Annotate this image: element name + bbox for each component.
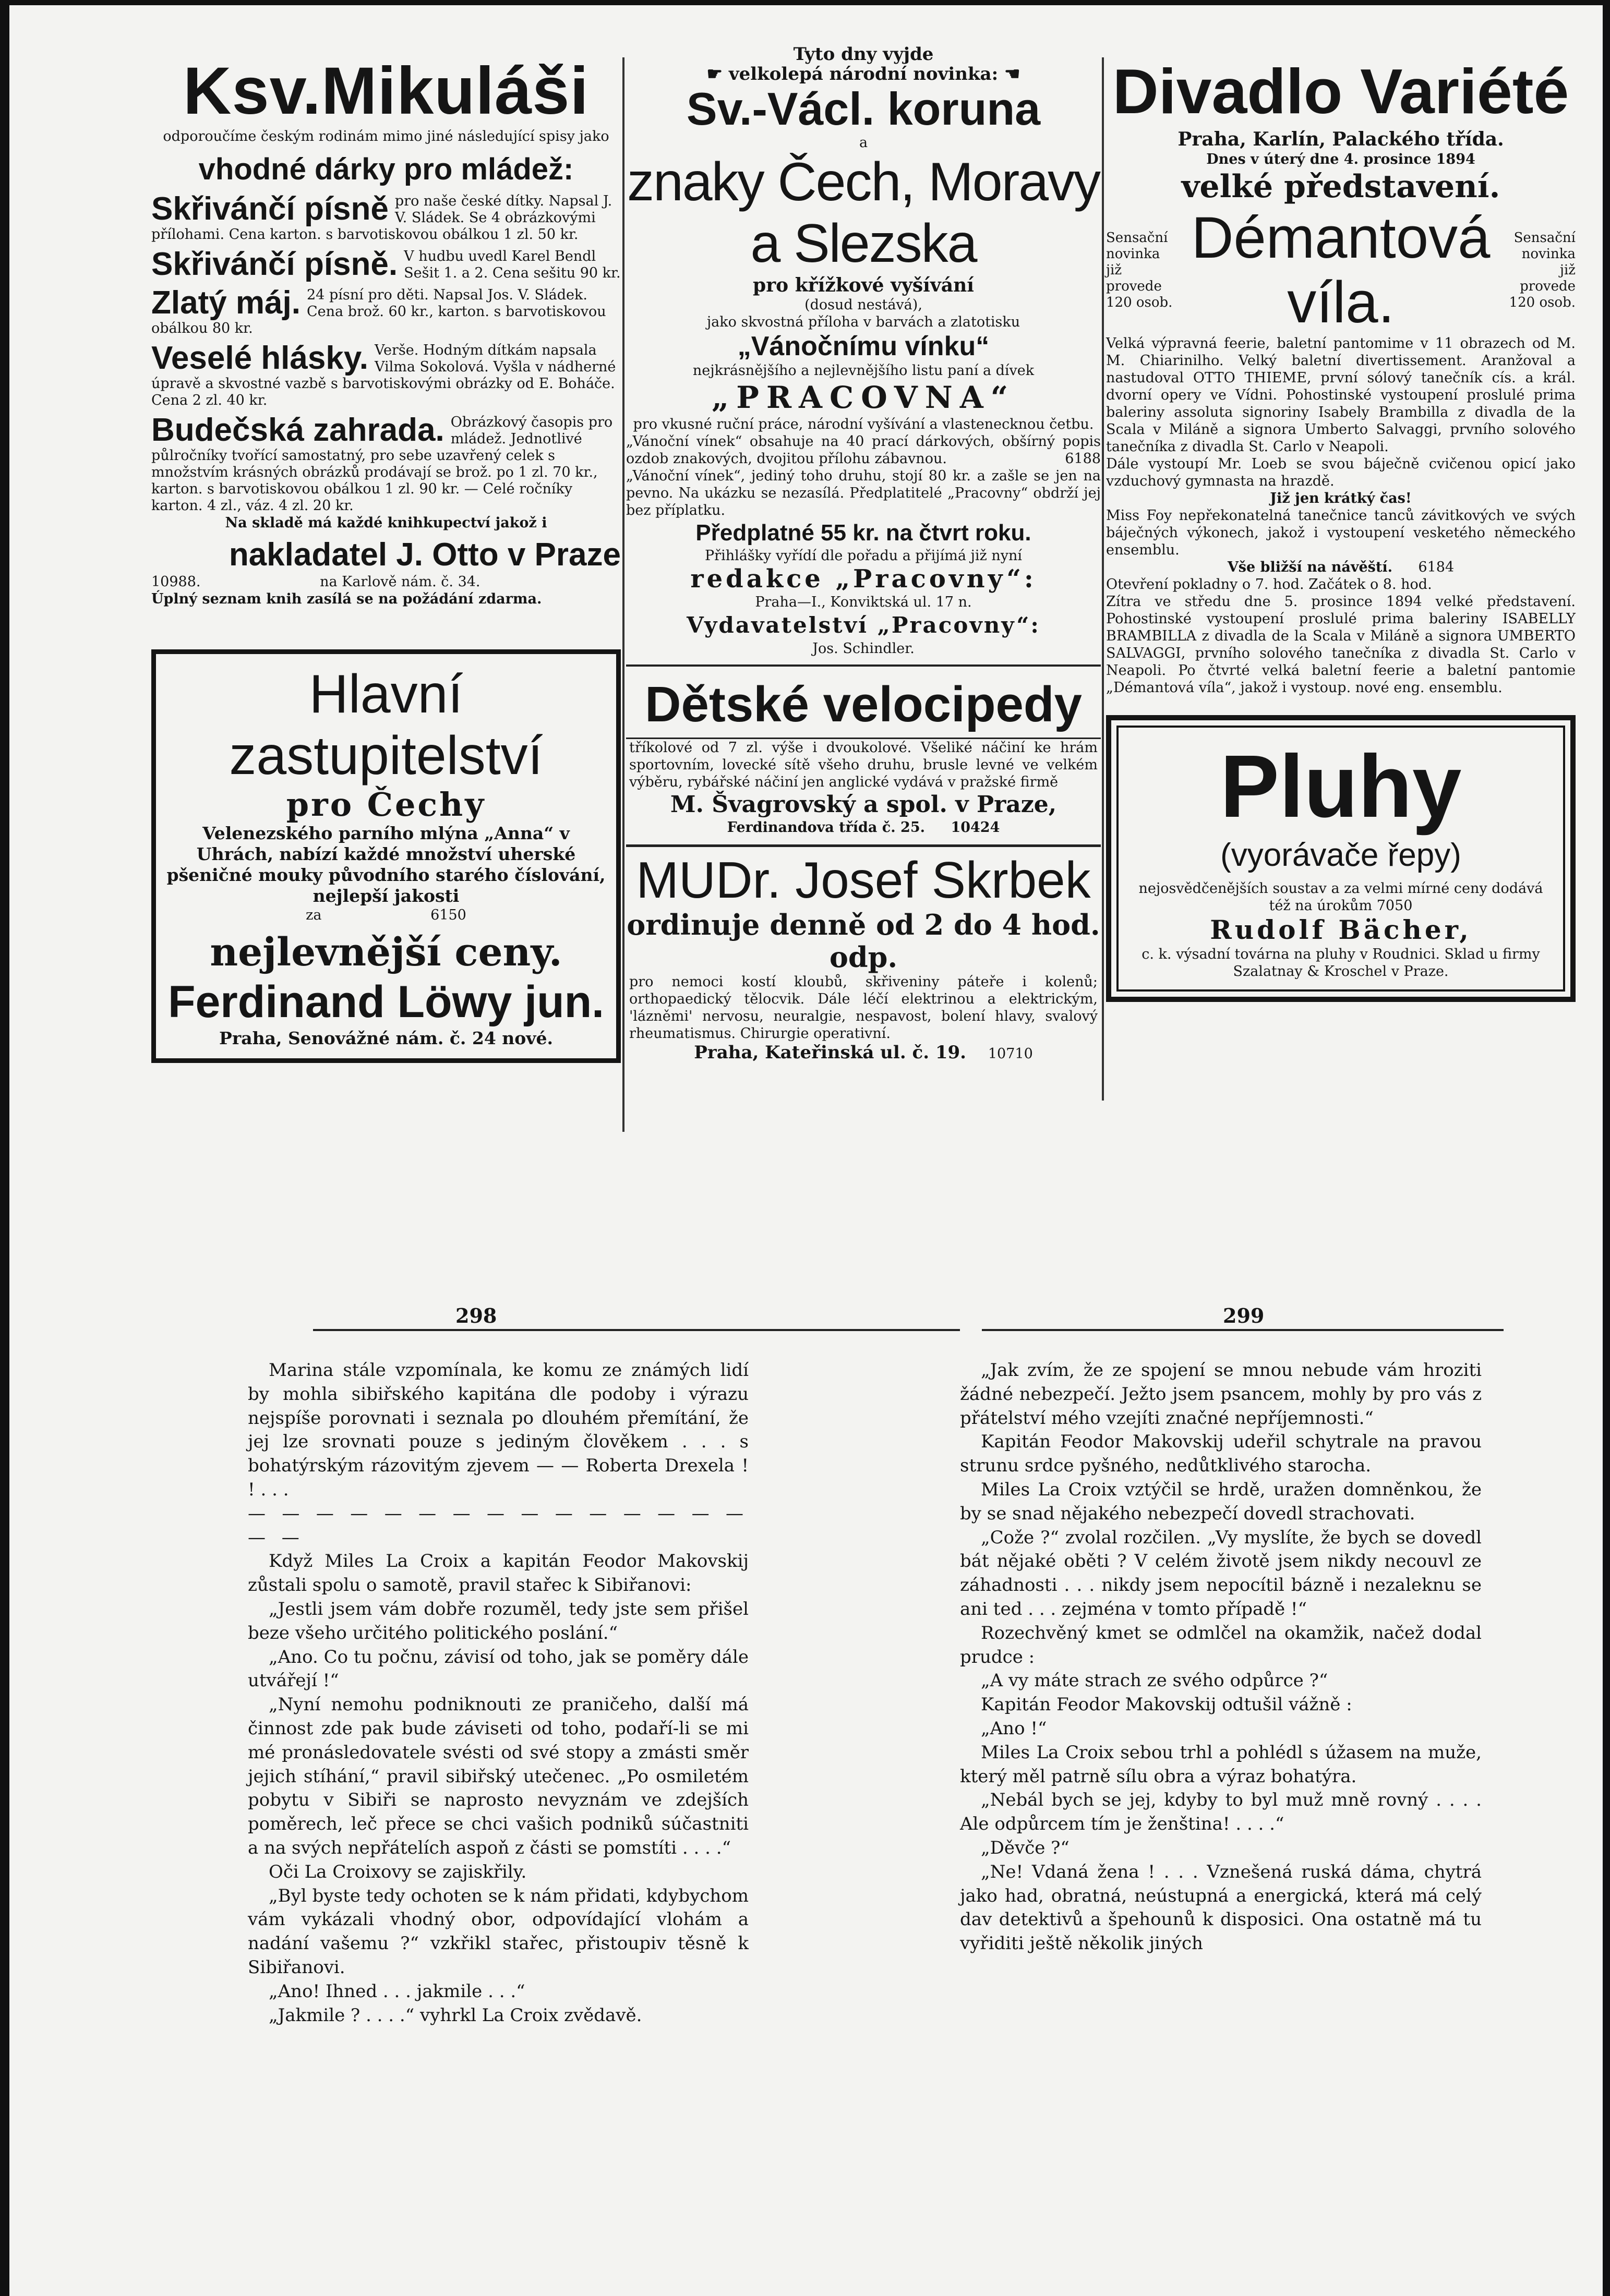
- book-desc: Verše. Hodným dítkám napsala Vilma Sokolová. Vyšla v nádherné úpravě a skvostné vazbě s barvotiskovými obrázky od E. Boháče. Cena 2 zl. 40 kr.: [151, 342, 616, 408]
- ad-koruna-subscription: Předplatné 55 kr. na čtvrt roku.: [695, 520, 1031, 546]
- ad-lowy-firm: Ferdinand Löwy jun.: [167, 977, 605, 1027]
- book-title: Skřivánčí písně.: [151, 246, 398, 282]
- column-rule: [622, 57, 624, 1132]
- ad-koruna-publisher: Vydavatelství „Pracovny“:: [687, 612, 1040, 638]
- ad-pluhy-body-line: [1133, 880, 1548, 914]
- ad-skrbek-body: pro nemoci kostí kloubů, skřiveniny páteře i kolenů; orthopaedický tělocvik. Dále léčí elektrinou a elektrickým, 'lázněmi' nervosu, neuralgie, nespavost, bolení hlavy, svalový rheumatismus. Chirurgie operativní.: [629, 974, 1098, 1042]
- book-desc: V hudbu uvedl Karel Bendl Sešit 1. a 2. Cena sešitu 90 kr.: [404, 248, 621, 281]
- ad-variete-body-1: Velká výpravná feerie, baletní pantomime v 11 obrazech od M. M. Chiarinilho. Velký baletní divertissement. Aranžoval a nastudoval OTTO THIEME, první sólový tanečník cís. a král. dvorní opery ve Vídni. Pohostinské vystoupení proslulé prima baleriny assoluta signoriny Isabely Brambilla z divadla de la Scala v Miláně a signora Umberto Salvaggi, prvního solového tanečníka z divadla St. Carlo v Neapoli.: [1106, 335, 1576, 455]
- ad-pluhy-subtitle: (vyorávače řepy): [1220, 837, 1461, 873]
- ad-koruna-note: (dosud nestává),: [804, 297, 922, 313]
- paragraph: „Ano !“: [981, 1718, 1047, 1739]
- ad-lowy-za: za: [306, 907, 322, 923]
- paragraph: „Ano. Co tu počnu, závisí od toho, jak se poměry dále utvářejí !“: [248, 1646, 749, 1691]
- paragraph: „A vy máte strach ze svého odpůrce ?“: [981, 1670, 1328, 1691]
- paragraph: Miles La Croix vztýčil se hrdě, uražen domněnkou, že by se snad nějakého nebezpečí dovedl strachovati.: [960, 1479, 1482, 1524]
- ad-number: 6150: [430, 907, 466, 923]
- ad-velocipedy-title: Dětské velocipedy: [626, 664, 1101, 739]
- separator-dashes: — — — — — — — — — — — — — — — — —: [248, 1503, 749, 1548]
- ad-koruna-editorial: redakce „Pracovny“:: [690, 564, 1037, 594]
- book-item: [151, 248, 621, 282]
- pointing-hand-icon: ☛: [706, 64, 723, 84]
- paragraph: „Ano! Ihned . . . jakmile . . .“: [269, 1980, 525, 2002]
- ad-lowy-body: Velenezského parního mlýna „Anna“ v Uhrách, nabízí každé množství uherské pšeničné mouky původního starého číslování, nejlepší jakosti: [166, 823, 606, 906]
- paragraph: „Byl byste tedy ochoten se k nám přidati, kdybychom vám vykázali vhodný obor, odpovídající vlohám a nadání vašemu ?“ vzkřikl stařec, přistoupiv těsně k Sibiřanovi.: [248, 1885, 749, 1978]
- ad-skrbek-hours: ordinuje denně od 2 do 4 hod. odp.: [627, 908, 1100, 974]
- ad-variete-side-right: Sensační novinka již provede 120 osob.: [1509, 229, 1576, 310]
- paragraph: Marina stále vzpomínala, ke komu ze známých lidí by mohla sibiřského kapitána dle podoby i výrazu nejspíše porovnati i seznala po dlouhém přemítání, že jej lze srovnati pouze s jediným člověkem . . . s bohatýrským rázovitým zjevem — — Roberta Drexela ! ! . . .: [248, 1360, 749, 1500]
- book-title: Budečská zahrada.: [151, 412, 444, 448]
- page-divider-left: [313, 1329, 960, 1331]
- ad-koruna-desc: pro vkusné ruční práce, národní vyšívání a vlastenecknou četbu.: [633, 416, 1094, 432]
- page-divider-right: [982, 1329, 1504, 1331]
- ad-lowy-subtitle: pro Čechy: [286, 786, 486, 824]
- ad-variete-times: Otevření pokladny o 7. hod. Začátek o 8. hod.: [1106, 576, 1432, 593]
- book-desc: pro naše české dítky. Napsal J. V. Sládek. Se 4 obrázkovými přílohami. Cena karton. s barvotiskovou obálkou 1 zl. 50 kr.: [151, 193, 612, 243]
- column-left: [151, 44, 621, 1063]
- ad-mikulas-title: Ksv.Mikuláši: [183, 54, 589, 128]
- paragraph: „Jakmile ? . . . .“ vyhrkl La Croix zvědavě.: [269, 2004, 642, 2026]
- ad-skrbek-address: Praha, Kateřinská ul. č. 19.: [694, 1042, 967, 1063]
- novel-page-left: [248, 1359, 749, 2027]
- ad-variete-body-5-line: [1106, 559, 1576, 576]
- ad-koruna-orders: Přihlášky vyřídí dle pořadu a přijímá již nyní: [705, 548, 1022, 564]
- ad-koruna-banner-2: [626, 64, 1101, 84]
- ad-koruna-title: Sv.-Václ. koruna: [686, 83, 1041, 135]
- paragraph: „Cože ?“ zvolal rozčilen. „Vy myslíte, že bych se dovedl bát nějaké oběti ? V celém životě jsem nikdy necouvl ze záhadnosti . . . nikdy jsem nepocítil bázně i nezaleknu se ani ted . . . zejména v tomto případě !“: [960, 1527, 1482, 1620]
- page-number-left: 298: [455, 1304, 497, 1327]
- ad-variete-body-5: Vše bližší na návěští.: [1227, 559, 1393, 575]
- ad-mikulas-intro: odporoučíme českým rodinám mimo jiné následující spisy jako: [163, 128, 609, 144]
- ad-koruna-magazine-desc: nejkrásnějšího a nejlevnějšího listu paní a dívek: [692, 362, 1035, 379]
- ad-variete-show-row: [1106, 206, 1576, 335]
- ad-pluhy-firm: Rudolf Bächer,: [1210, 914, 1472, 945]
- pointing-hand-icon: ☚: [1004, 64, 1020, 84]
- ad-variete-show: Démantová víla.: [1191, 205, 1491, 335]
- paragraph: Kapitán Feodor Makovskij odtušil vážně :: [981, 1694, 1352, 1715]
- ad-skrbek-title: MUDr. Josef Skrbek: [626, 844, 1101, 909]
- ad-variete-body-2: Dále vystoupí Mr. Loeb se svou báječně cvičenou opicí jako vzduchový gymnasta na hrazdě.: [1106, 456, 1576, 489]
- book-item: [151, 287, 621, 337]
- ad-koruna-pracovna: „PRACOVNA“: [711, 380, 1016, 415]
- ad-variete-body-4: Miss Foy nepřekonatelná tanečnice tanců závitkových ve svých báječných výkonech, jakož i vystoupení vesketého německého ensemblu.: [1106, 507, 1576, 558]
- ad-pluhy-body-2: c. k. výsadní továrna na pluhy v Roudnici. Sklad u firmy Szalatnay & Kroschel v Praze.: [1142, 946, 1540, 980]
- ad-variete-headline: velké představení.: [1181, 168, 1500, 205]
- paragraph: „Děvče ?“: [981, 1837, 1070, 1858]
- ad-koruna-editorial-address: Praha—I., Konviktská ul. 17 n.: [755, 594, 972, 610]
- ad-pluhy-box: [1106, 715, 1576, 1002]
- ad-number: 10424: [951, 819, 1000, 836]
- book-title: Skřivánčí písně: [151, 191, 389, 227]
- ad-velocipedy-body: tříkolové od 7 zl. výše i dvoukolové. Všeliké náčiní ke hrám sportovním, lovecké sítě všeho druhu, brusle levné ve velkém výběru, rybářské náčiní jen anglické vydává v pražské firmě: [629, 740, 1098, 790]
- book-title: Veselé hlásky.: [151, 340, 368, 376]
- paragraph: „Nyní nemohu podniknouti ze praničeho, další má činnost zde pak bude záviseti od toho, podaří-li se mi mé pronásledovatele svésti od své stopy a zmásti směr jejich stíhání,“ pravil sibiřský utečenec. „Po osmiletém pobytu v Sibiři se naprosto nevyznám ve zdejších poměrech, leč přece se chci vašich podniků súčastniti a na svých nepřátelích aspoň z části se pomstíti . . . .“: [248, 1694, 749, 1858]
- book-item: [151, 342, 621, 409]
- ad-lowy-address: Praha, Senovážné nám. č. 24 nové.: [219, 1028, 553, 1048]
- ad-number: 6188: [1065, 451, 1101, 467]
- ad-koruna-for: pro křížkové vyšívání: [753, 274, 974, 296]
- paragraph: Kapitán Feodor Makovskij udeřil schytrale na pravou strunu srdce pyšného, nedůtklivého starocha.: [960, 1431, 1482, 1477]
- ad-mikulas-address: na Karlově nám. č. 34.: [320, 574, 480, 590]
- ad-mikulas-headline: vhodné dárky pro mládež:: [198, 152, 574, 186]
- paragraph: „Ne! Vdaná žena ! . . . Vznešená ruská dáma, chytrá jako had, obratná, neústupná a energická, která má celý dav detektivů a špehounů k disposici. Ona ostatně má tu vyřiditi ještě několik jiných: [960, 1861, 1482, 1954]
- ad-koruna-title-2: znaky Čech, Moravy a Slezska: [627, 152, 1100, 274]
- scan-border-right: [1603, 0, 1610, 2296]
- ad-koruna-desc-2: [626, 433, 1101, 467]
- ad-koruna-person: Jos. Schindler.: [812, 641, 915, 657]
- paragraph: „Nebál bych se jej, kdyby to byl muž mně rovný . . . . Ale odpůrcem tím je ženština! . . . .“: [960, 1790, 1482, 1835]
- ad-velocipedy-address: Ferdinandova třída č. 25.: [727, 819, 926, 836]
- ad-mikulas-address-line: [151, 573, 621, 590]
- ad-koruna-a: a: [859, 135, 868, 151]
- ad-pluhy-body: nejosvědčenějších soustav a za velmi mírné ceny dodává též na úrokům: [1138, 880, 1543, 914]
- ad-velocipedy-firm: M. Švagrovský a spol. v Praze,: [670, 791, 1057, 818]
- book-item: [151, 193, 621, 243]
- ad-number: 6184: [1418, 559, 1455, 575]
- ad-number: 7050: [1376, 898, 1413, 914]
- book-desc: Obrázkový časopis pro mládež. Jednotlivé půlročníky tvořící samostatný, pro sebe uzavřený celek s množstvím krásných obrázků prodávají se brož. po 1 zl. 70 kr., karton. s barvotiskovou obálkou 1 zl. 90 kr. — Celé ročníky karton. 4 zl., váz. 4 zl. 20 kr.: [151, 414, 613, 514]
- ad-koruna-banner-text: velkolepá národní novinka:: [728, 64, 999, 84]
- book-item: [151, 414, 621, 514]
- ad-lowy-title: Hlavní zastupitelství: [229, 664, 543, 786]
- column-right: [1106, 44, 1576, 1002]
- ad-number: 10988.: [151, 574, 201, 590]
- ad-variete-body-6: Zítra ve středu dne 5. prosince 1894 velké představení. Pohostinské vystoupení proslulé prima baleriny ISABELLY BRAMBILLA z divadla de la Scala v Miláně a signora UMBERTO SALVAGGI, prvního solového tanečníka z divadla St. Carlo v Neapoli. Po čtvrté velká baletní feerie a baletní pantomie „Démantová víla“, jakož i vystoup. nové eng. ensemblu.: [1106, 594, 1576, 696]
- paragraph: Oči La Croixovy se zajiskřily.: [269, 1861, 527, 1882]
- scan-border-top: [0, 0, 1610, 5]
- ad-variete-date: Dnes v úterý dne 4. prosince 1894: [1206, 151, 1475, 167]
- ad-koruna-desc-3: „Vánoční vínek“, jediný toho druhu, stojí 80 kr. a zašle se jen na pevno. Na ukázku se nezasílá. Předplatitelé „Pracovny“ obdrží jej bez příplatku.: [626, 468, 1101, 518]
- paragraph: „Jak zvím, že ze spojení se mnou nebude vám hroziti žádné nebezpečí. Ježto jsem psancem, mohly by pro vás z přátelství mého vzejíti značné nepříjemnosti.“: [960, 1360, 1482, 1429]
- column-middle: [626, 44, 1101, 1065]
- ad-variete-body-3: Již jen krátký čas!: [1270, 490, 1412, 506]
- ad-pluhy-title: Pluhy: [1220, 737, 1462, 836]
- ad-variete-title: Divadlo Variété: [1112, 56, 1569, 127]
- ad-lowy-za-line: [166, 907, 606, 924]
- book-desc: 24 písní pro děti. Napsal Jos. V. Sládek. Cena brož. 60 kr., karton. s barvotiskovou obálkou 80 kr.: [151, 287, 606, 336]
- novel-page-right: [960, 1359, 1482, 1956]
- paragraph: Když Miles La Croix a kapitán Feodor Makovskij zůstali spolu o samotě, pravil stařec k Sibiřanovi:: [248, 1551, 749, 1596]
- column-rule: [1102, 57, 1104, 1101]
- page-number-right: 299: [1223, 1304, 1265, 1327]
- paragraph: „Jestli jsem vám dobře rozuměl, tedy jste sem přišel beze všeho určitého politického poslání.“: [248, 1598, 749, 1644]
- book-title: Zlatý máj.: [151, 285, 301, 321]
- ad-velocipedy-address-line: [626, 819, 1101, 836]
- ad-lowy-box: [151, 649, 621, 1063]
- ad-mikulas-publisher: nakladatel J. Otto v Praze: [229, 537, 621, 573]
- paragraph: Miles La Croix sebou trhl a pohlédl s úžasem na muže, který měl patrně sílu obra a výraz bohatýra.: [960, 1742, 1482, 1787]
- ad-pluhy-inner: [1119, 728, 1563, 989]
- ad-mikulas-catalog-note: Úplný seznam knih zasílá se na požádání zdarma.: [151, 591, 542, 607]
- ad-variete-side-left: Sensační novinka již provede 120 osob.: [1106, 229, 1173, 310]
- paragraph: Rozechvěný kmet se odmlčel na okamžik, načež dodal prudce :: [960, 1622, 1482, 1667]
- ad-koruna-desc-2-text: „Vánoční vínek“ obsahuje na 40 prací dárkových, obšírný popis ozdob znakových, dvojitou přílohu zábavnou.: [626, 433, 1101, 467]
- ad-mikulas-stock-note: Na skladě má každé knihkupectví jakož i: [225, 515, 547, 531]
- scan-border-left: [0, 0, 9, 2296]
- ad-koruna-vinek: „Vánočnímu vínku“: [737, 331, 990, 361]
- ad-lowy-price: nejlevnější ceny.: [210, 930, 562, 975]
- ad-koruna-banner-1: Tyto dny vyjde: [793, 44, 934, 65]
- ad-koruna-supplement: jako skvostná příloha v barvách a zlatotisku: [706, 314, 1020, 330]
- ad-skrbek-address-line: [626, 1042, 1101, 1065]
- ad-number: 10710: [988, 1046, 1033, 1062]
- ad-variete-address: Praha, Karlín, Palackého třída.: [1178, 128, 1504, 150]
